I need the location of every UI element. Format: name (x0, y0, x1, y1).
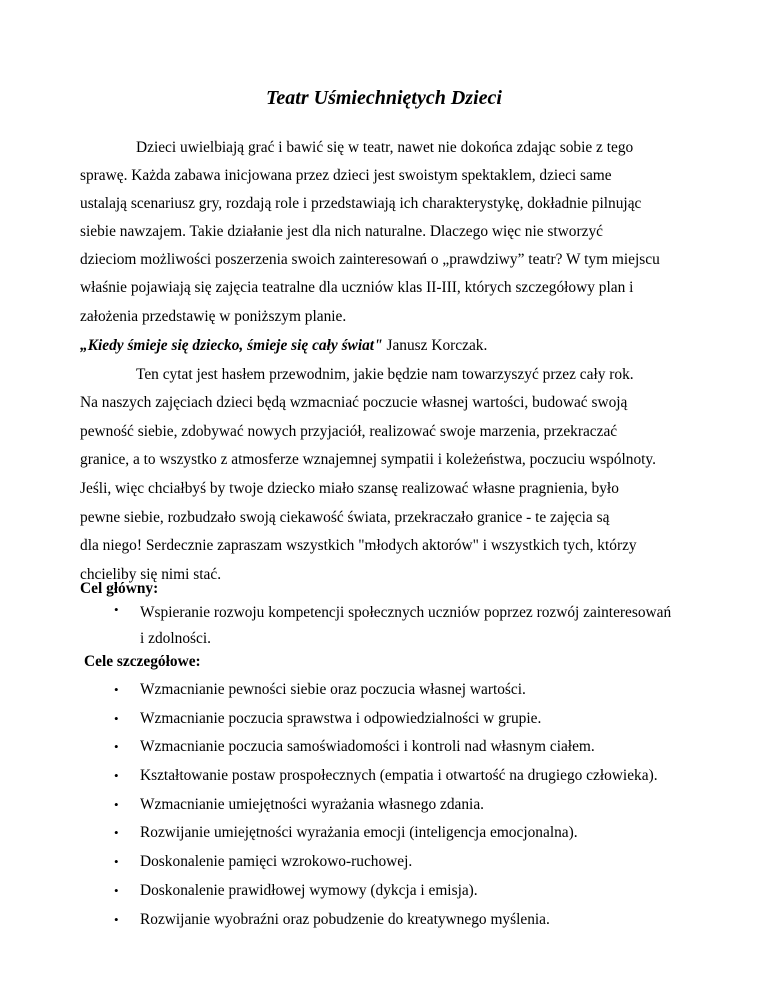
motto-quote: „Kiedy śmieje się dziecko, śmieje się cały świat" (80, 337, 383, 354)
detail-goal-text: Doskonalenie pamięci wzrokowo-ruchowej. (140, 853, 413, 871)
bullet-icon: • (114, 854, 119, 870)
main-goal-heading: Cel główny: (80, 580, 159, 597)
bullet-icon: • (114, 911, 119, 927)
intro-line: ustalają scenariusz gry, rozdają role i przedstawiają ich charakterystykę, dokładnie pilnując (80, 195, 642, 213)
bullet-icon: • (114, 739, 119, 755)
intro-line: Dzieci uwielbiają grać i bawić się w teatr, nawet nie dokońca zdając sobie z tego (136, 139, 634, 156)
motto-text-line: pewne siebie, rozbudzało swoją ciekawość świata, przekraczało granice - te zajęcia są (80, 508, 610, 526)
motto-paragraph (80, 332, 700, 589)
detail-goals-heading: Cele szczegółowe: (84, 653, 201, 670)
intro-line: dzieciom możliwości poszerzenia swoich zainteresowań o „prawdziwy” teatr? W tym miejscu (80, 251, 660, 269)
detail-goal-text: Wzmacnianie pewności siebie oraz poczucia własnej wartości. (140, 681, 526, 698)
detail-goal-text: Doskonalenie prawidłowej wymowy (dykcja i emisja). (140, 881, 478, 899)
intro-line: właśnie pojawiają się zajęcia teatralne dla uczniów klas II-III, których szczegółowy plan i (80, 279, 634, 297)
motto-text-line: pewność siebie, zdobywać nowych przyjaciół, realizować swoje marzenia, przekraczać (80, 422, 618, 440)
detail-goal-text: Wzmacnianie poczucia samoświadomości i kontroli nad własnym ciałem. (140, 738, 595, 756)
motto-text-line: Jeśli, więc chciałbyś by twoje dziecko miało szansę realizować własne pragnienia, było (80, 479, 619, 497)
motto-line (80, 332, 700, 361)
intro-paragraph (80, 134, 700, 331)
motto-author: Janusz Korczak. (382, 337, 488, 354)
detail-goal-text: Kształtowanie postaw prospołecznych (empatia i otwartość na drugiego człowieka). (140, 767, 658, 785)
motto-text-line: dla niego! Serdecznie zapraszam wszystkich "młodych aktorów" i wszystkich tych, którzy (80, 537, 637, 555)
motto-text-line: Ten cytat jest hasłem przewodnim, jakie będzie nam towarzyszyć przez cały rok. (136, 365, 634, 383)
bullet-icon: • (114, 768, 119, 784)
bullet-icon: • (114, 796, 119, 812)
detail-goal-text: Rozwijanie umiejętności wyrażania emocji (inteligencja emocjonalna). (140, 824, 578, 842)
bullet-icon: • (114, 825, 119, 841)
bullet-icon: • (114, 602, 119, 617)
document-title: Teatr Uśmiechniętych Dzieci (266, 87, 502, 109)
motto-text-line: Na naszych zajęciach dzieci będą wzmacniać poczucie własnej wartości, budować swoją (80, 394, 628, 412)
detail-goal-text: Rozwijanie wyobraźni oraz pobudzenie do kreatywnego myślenia. (140, 910, 550, 928)
bullet-icon: • (114, 710, 119, 726)
detail-goal-text: Wzmacnianie poczucia sprawstwa i odpowiedzialności w grupie. (140, 709, 542, 727)
intro-line: sprawę. Każda zabawa inicjowana przez dzieci jest swoistym spektaklem, dzieci same (80, 167, 612, 185)
main-goal-text (140, 600, 671, 652)
main-goal-line: Wspieranie rozwoju kompetencji społecznych uczniów poprzez rozwój zainteresowań (140, 604, 672, 621)
bullet-icon: • (114, 882, 119, 898)
bullet-icon: • (114, 682, 119, 697)
motto-text-line: granice, a to wszystko z atmosferze wznajemnej sympatii i koleżeństwa, poczuciu wspólnoty. (80, 451, 656, 469)
intro-line: założenia przedstawię w poniższym planie. (80, 307, 347, 325)
main-goal-line: i zdolności. (140, 630, 211, 647)
intro-line: siebie nawzajem. Takie działanie jest dla nich naturalne. Dlaczego więc nie stworzyć (80, 223, 603, 241)
motto-text-line: chcieliby się nimi stać. (80, 565, 222, 583)
detail-goal-text: Wzmacnianie umiejętności wyrażania własnego zdania. (140, 795, 484, 813)
